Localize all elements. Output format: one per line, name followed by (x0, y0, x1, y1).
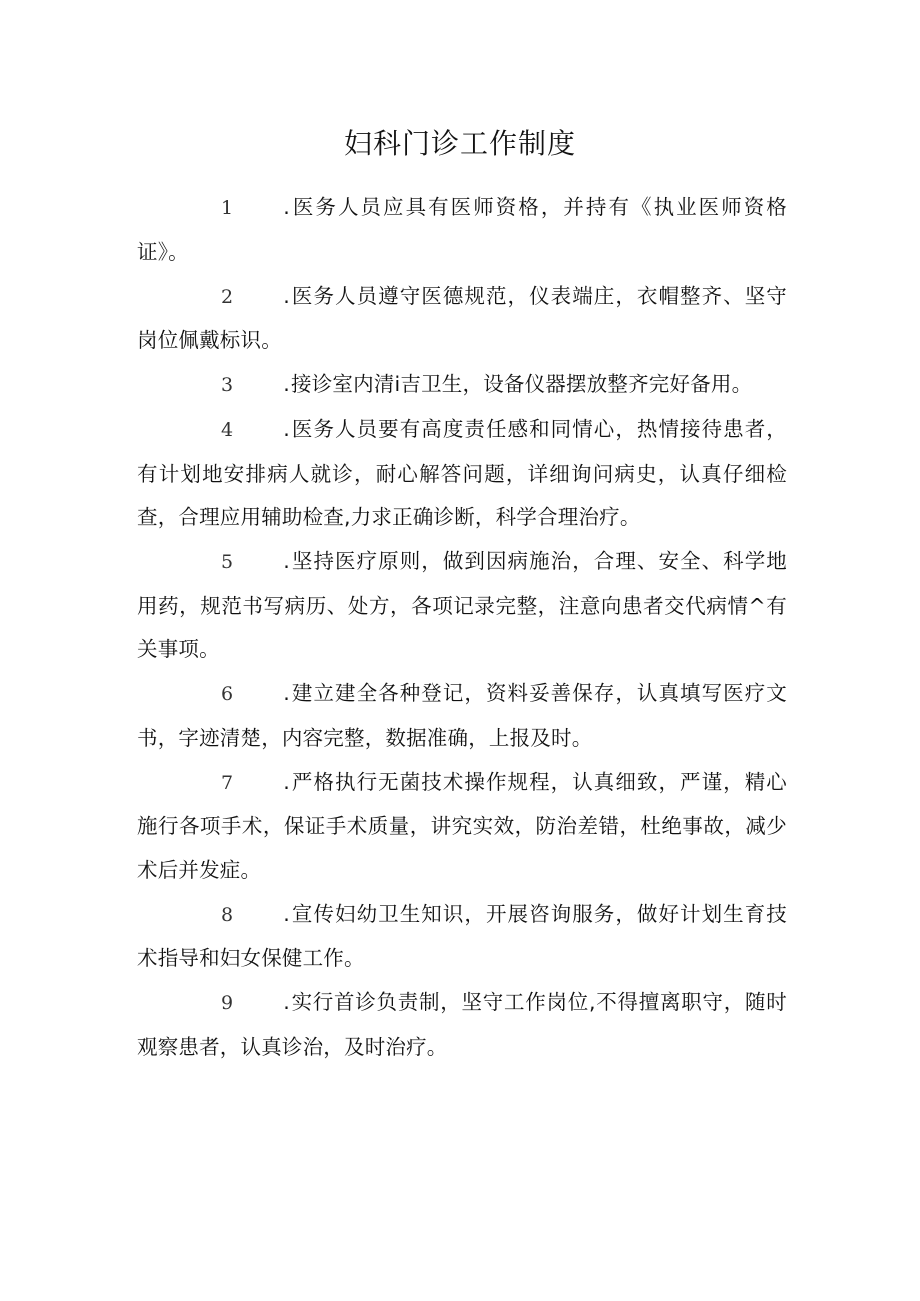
rule-number: 5 (221, 551, 234, 573)
rule-text: 医务人员应具有医师资格，并持有《执业医师资格证》。 (137, 195, 787, 264)
rule-text: 宣传妇幼卫生知识，开展咨询服务，做好计划生育技术指导和妇女保健工作。 (137, 901, 787, 970)
rule-list (137, 186, 787, 1070)
rule-number: 6 (221, 683, 234, 705)
document-title: 妇科门诊工作制度 (343, 127, 576, 160)
rule-number: 1 (221, 197, 234, 219)
rule-text: 接诊室内清i吉卫生，设备仪器摆放整齐完好备用。 (291, 372, 753, 396)
rule-item-4: 4 .医务人员要有高度责任感和同情心，热情接待患者，有计划地安排病人就诊，耐心解答问题，详细询问病史，认真仔细检查，合理应用辅助检查,力求正确诊断，科学合理治疗。 (137, 408, 787, 540)
rule-text: 医务人员要有高度责任感和同情心，热情接待患者，有计划地安排病人就诊，耐心解答问题，详细询问病史，认真仔细检查，合理应用辅助检查,力求正确诊断，科学合理治疗。 (137, 417, 787, 529)
rule-text: 坚持医疗原则，做到因病施治，合理、安全、科学地用药，规范书写病历、处方，各项记录完整，注意向患者交代病情^有关事项。 (137, 549, 787, 661)
rule-item-1: 1 .医务人员应具有医师资格，并持有《执业医师资格证》。 (137, 186, 787, 274)
rule-item-5: 5 .坚持医疗原则，做到因病施治，合理、安全、科学地用药，规范书写病历、处方，各项记录完整，注意向患者交代病情^有关事项。 (137, 540, 787, 672)
rule-number: 9 (221, 992, 234, 1014)
rule-number: 4 (221, 419, 234, 441)
rule-number: 7 (221, 771, 234, 794)
rule-text: 医务人员遵守医德规范，仪表端庄，衣帽整齐、坚守岗位佩戴标识。 (137, 283, 787, 352)
rule-item-7: 7 .严格执行无菌技术操作规程，认真细致，严谨，精心施行各项手术，保证手术质量，讲究实效，防治差错，杜绝事故，减少术后并发症。 (137, 761, 787, 893)
rule-number: 3 (221, 374, 234, 396)
rule-item-3: 3 .接诊室内清i吉卫生，设备仪器摆放整齐完好备用。 (137, 363, 787, 408)
rule-item-6: 6 .建立建全各种登记，资料妥善保存，认真填写医疗文书，字迹清楚，内容完整，数据准确，上报及时。 (137, 672, 787, 760)
rule-number: 2 (221, 285, 234, 308)
rule-text: 建立建全各种登记，资料妥善保存，认真填写医疗文书，字迹清楚，内容完整，数据准确，上报及时。 (137, 681, 787, 750)
rule-item-9: 9 .实行首诊负责制，坚守工作岗位,不得擅离职守，随时观察患者，认真诊治，及时治疗。 (137, 981, 787, 1069)
rule-number: 8 (221, 903, 234, 926)
rule-text: 严格执行无菌技术操作规程，认真细致，严谨，精心施行各项手术，保证手术质量，讲究实效，防治差错，杜绝事故，减少术后并发症。 (137, 769, 787, 882)
rule-text: 实行首诊负责制，坚守工作岗位,不得擅离职守，随时观察患者，认真诊治，及时治疗。 (137, 990, 787, 1059)
rule-item-8: 8 .宣传妇幼卫生知识，开展咨询服务，做好计划生育技术指导和妇女保健工作。 (137, 893, 787, 981)
rule-item-2: 2 .医务人员遵守医德规范，仪表端庄，衣帽整齐、坚守岗位佩戴标识。 (137, 275, 787, 363)
